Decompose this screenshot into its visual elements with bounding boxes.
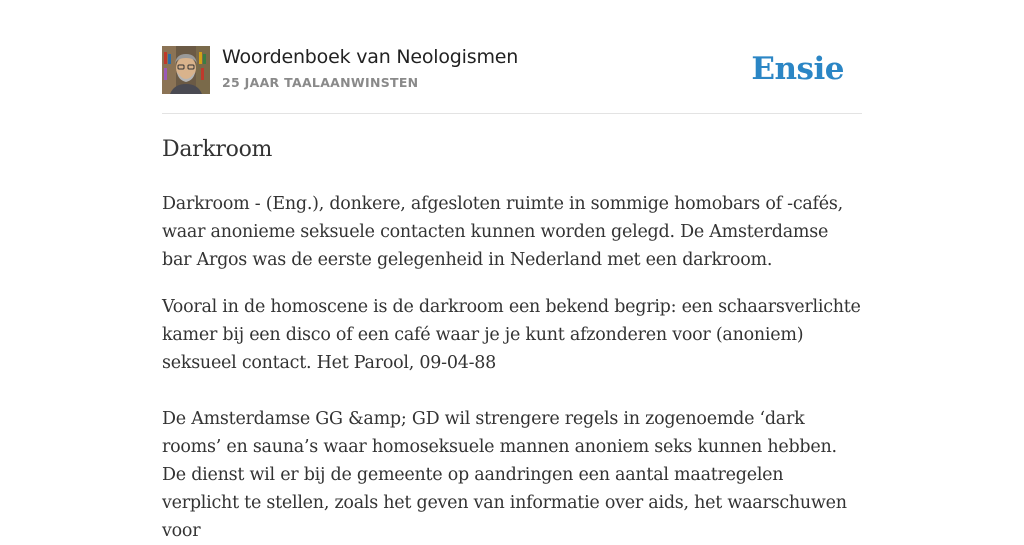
header (162, 46, 862, 114)
author-portrait-icon (162, 46, 210, 94)
source-title[interactable]: Woordenboek van Neologismen (222, 46, 519, 68)
avatar[interactable] (162, 46, 210, 94)
entry-definition: Darkroom - (Eng.), donkere, afgesloten ruimte in sommige homobars of -cafés, waar anonieme seksuele contacten kunnen worden gelegd. De Amsterdamse bar Argos was de eerste gelegenheid in Nederland met een darkroom. (162, 194, 843, 270)
entry-citations: Vooral in de homoscene is de darkroom een bekend begrip: een schaarsverlichte kamer bij een disco of een café waar je je kunt afzonderen voor (anoniem) seksueel contact. Het Parool, 09-04-88 De Amsterdamse GG &amp; GD wil strengere regels in zogenoemde ‘dark rooms’ en sauna’s waar homoseksuele mannen anoniem seks kunnen hebben. De dienst wil er bij de gemeente op aandringen een aantal maatregelen verplicht te stellen, zoals het geven van informatie over aids, het waarschuwen voor (162, 297, 861, 541)
source-subtitle: 25 JAAR TAALAANWINSTEN (222, 75, 419, 90)
entry-title: Darkroom (162, 137, 273, 162)
ensie-logo[interactable]: Ensie (751, 51, 844, 87)
